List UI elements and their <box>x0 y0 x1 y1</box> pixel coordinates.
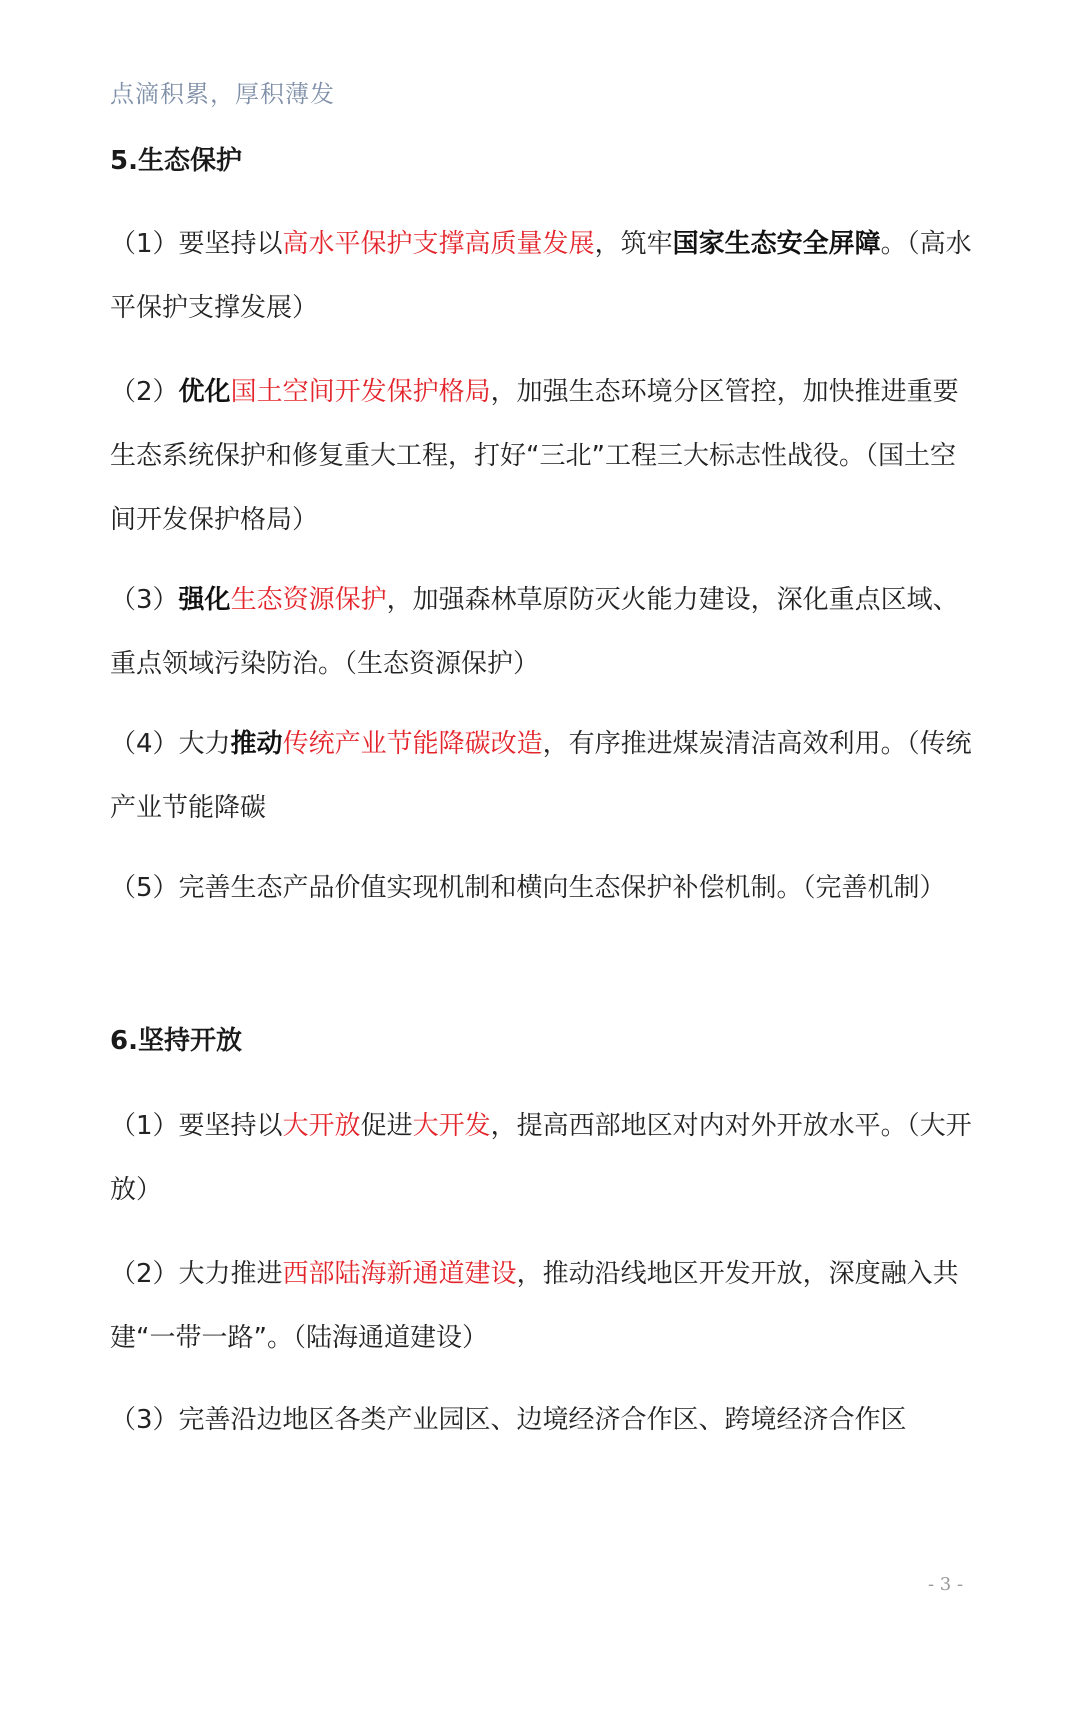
bold-text: 国家生态安全屏障 <box>672 229 881 259</box>
text-segment: （2） <box>110 377 179 407</box>
paragraph-ecology-3 <box>110 568 980 696</box>
text-segment: （2）大力推进 <box>110 1259 283 1289</box>
text-segment: ，筑牢 <box>594 229 673 259</box>
text-segment: （1）要坚持以 <box>110 1111 283 1141</box>
paragraph-ecology-1 <box>110 212 980 340</box>
highlight-text: 西部陆海新通道建设 <box>282 1259 517 1289</box>
text-segment: 。（高水平保护支撑发展） <box>110 229 972 323</box>
paragraph-ecology-5 <box>110 856 980 920</box>
bold-text: 推动 <box>230 729 283 759</box>
paragraph-openness-3 <box>110 1388 980 1452</box>
text-segment: 促进 <box>360 1111 413 1141</box>
header-motto: 点滴积累，厚积薄发 <box>110 80 335 108</box>
paragraph-ecology-4 <box>110 712 980 840</box>
bold-text: 强化 <box>178 585 231 615</box>
text-segment: ，提高西部地区对内对外开放水平。（大开放） <box>110 1111 972 1205</box>
section-heading-openness: 6.坚持开放 <box>110 1026 242 1056</box>
highlight-text: 国土空间开发保护格局 <box>230 377 491 407</box>
highlight-text: 高水平保护支撑高质量发展 <box>282 229 595 259</box>
text-segment: ，加强生态环境分区管控，加快推进重要生态系统保护和修复重大工程，打好“三北”工程三大标志性战役。（国土空间开发保护格局） <box>110 377 959 535</box>
highlight-text: 传统产业节能降碳改造 <box>282 729 543 759</box>
highlight-text: 大开发 <box>412 1111 491 1141</box>
paragraph-openness-2 <box>110 1242 980 1370</box>
text-segment: （3）完善沿边地区各类产业园区、边境经济合作区、跨境经济合作区 <box>110 1405 907 1435</box>
highlight-text: 生态资源保护 <box>230 585 387 615</box>
paragraph-ecology-2 <box>110 360 980 552</box>
text-segment: ，有序推进煤炭清洁高效利用。（传统产业节能降碳 <box>110 729 972 823</box>
text-segment: （4）大力 <box>110 729 231 759</box>
bold-text: 优化 <box>178 377 231 407</box>
text-segment: （1）要坚持以 <box>110 229 283 259</box>
highlight-text: 大开放 <box>282 1111 361 1141</box>
text-segment: （5）完善生态产品价值实现机制和横向生态保护补偿机制。（完善机制） <box>110 873 946 903</box>
text-segment: （3） <box>110 585 179 615</box>
text-segment: ，加强森林草原防灭火能力建设，深化重点区域、重点领域污染防治。（生态资源保护） <box>110 585 959 679</box>
paragraph-openness-1 <box>110 1094 980 1222</box>
page-number: - 3 - <box>928 1574 964 1595</box>
section-heading-ecology: 5.生态保护 <box>110 146 242 176</box>
text-segment: ，推动沿线地区开发开放，深度融入共建“一带一路”。（陆海通道建设） <box>110 1259 959 1353</box>
